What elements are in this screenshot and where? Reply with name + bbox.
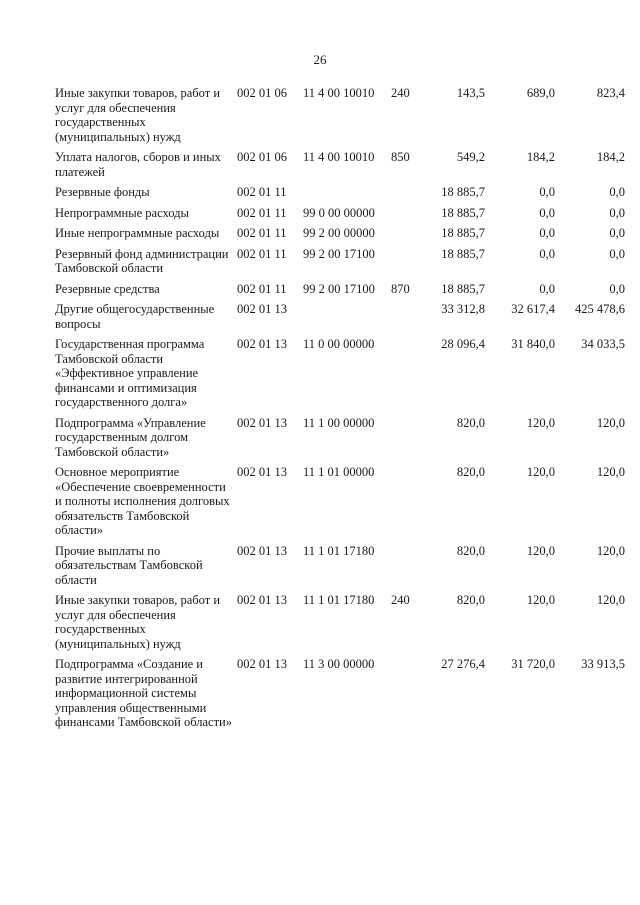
row-target-article: 11 3 00 00000 [303, 657, 375, 671]
row-amount-year2: 120,0 [526, 543, 555, 558]
table-row [55, 544, 625, 594]
row-amount-year1: 820,0 [456, 465, 485, 479]
row-expense-type [391, 226, 419, 247]
row-amount-year3: 33 913,5 [581, 657, 625, 671]
row-name: Государственная программа Тамбовской области «Эффективное управление финансами и оптимизация государственного долга» [55, 337, 205, 409]
row-amount-year3: 0,0 [609, 281, 625, 296]
row-amount-year3: 34 033,5 [581, 337, 625, 351]
row-amount-year2: 689,0 [526, 86, 555, 100]
row-expense-type [391, 544, 419, 594]
row-amount-year1: 33 312,8 [441, 302, 485, 316]
row-amount-year1: 27 276,4 [441, 657, 485, 671]
row-code: 002 01 13 [237, 465, 287, 479]
row-amount-year1: 18 885,7 [441, 185, 485, 199]
row-expense-type [391, 302, 419, 337]
table-row [55, 86, 625, 150]
row-amount-year2: 0,0 [539, 205, 555, 220]
row-target-article: 99 0 00 00000 [303, 205, 375, 220]
row-expense-type [391, 337, 419, 416]
row-amount-year1: 549,2 [456, 150, 485, 164]
row-target-article: 11 4 00 10010 [303, 150, 375, 164]
row-expense-type [391, 206, 419, 227]
row-name: Иные закупки товаров, работ и услуг для обеспечения государственных (муниципальных) нужд [55, 86, 221, 144]
row-target-article: 99 2 00 00000 [303, 226, 375, 240]
row-expense-type [391, 657, 419, 736]
row-amount-year2: 120,0 [526, 465, 555, 479]
row-target-article: 11 0 00 00000 [303, 337, 375, 351]
row-amount-year1: 28 096,4 [441, 337, 485, 351]
row-code: 002 01 11 [237, 185, 287, 199]
table-row [55, 247, 625, 282]
row-code: 002 01 11 [237, 205, 287, 220]
row-name: Иные непрограммные расходы [55, 226, 220, 240]
table-row [55, 150, 625, 185]
table-row [55, 282, 625, 303]
row-expense-type: 850 [391, 150, 410, 164]
row-amount-year2: 0,0 [539, 226, 555, 240]
row-amount-year2: 32 617,4 [511, 302, 555, 316]
row-amount-year3: 120,0 [596, 543, 625, 558]
row-amount-year2: 120,0 [526, 593, 555, 607]
row-name: Резервные средства [55, 281, 160, 296]
table-row [55, 337, 625, 416]
row-target-article [303, 185, 391, 206]
row-name: Подпрограмма «Управление государственным долгом Тамбовской области» [55, 415, 206, 459]
table-row [55, 206, 625, 227]
table-row [55, 226, 625, 247]
row-amount-year1: 820,0 [456, 543, 485, 558]
row-expense-type: 870 [391, 281, 410, 296]
row-amount-year2: 31 840,0 [511, 337, 555, 351]
row-amount-year2: 120,0 [526, 415, 555, 430]
row-amount-year1: 18 885,7 [441, 205, 485, 220]
row-target-article: 11 1 00 00000 [303, 415, 375, 430]
row-code: 002 01 11 [237, 226, 287, 240]
row-target-article: 11 1 01 17180 [303, 543, 375, 558]
row-amount-year2: 31 720,0 [511, 657, 555, 671]
row-code: 002 01 06 [237, 150, 287, 164]
row-target-article: 11 1 01 17180 [303, 593, 375, 607]
row-code: 002 01 11 [237, 281, 287, 296]
row-code: 002 01 13 [237, 657, 287, 671]
row-amount-year1: 18 885,7 [441, 226, 485, 240]
row-code: 002 01 13 [237, 543, 287, 558]
row-name: Резервные фонды [55, 185, 150, 199]
row-target-article: 99 2 00 17100 [303, 281, 375, 296]
row-name: Непрограммные расходы [55, 205, 189, 220]
row-name: Резервный фонд администрации Тамбовской области [55, 246, 229, 275]
row-name: Подпрограмма «Создание и развитие интегрированной информационной системы управления общественными финансами Тамбовской области» [55, 657, 232, 729]
row-target-article [303, 302, 391, 337]
table-row [55, 657, 625, 736]
row-amount-year1: 18 885,7 [441, 246, 485, 261]
row-amount-year2: 0,0 [539, 246, 555, 261]
row-amount-year3: 0,0 [609, 226, 625, 240]
table-row [55, 465, 625, 544]
row-amount-year1: 820,0 [456, 593, 485, 607]
row-code: 002 01 13 [237, 415, 287, 430]
row-amount-year1: 143,5 [456, 86, 485, 100]
row-amount-year3: 120,0 [596, 415, 625, 430]
budget-table [55, 86, 625, 736]
row-amount-year3: 0,0 [609, 246, 625, 261]
row-expense-type [391, 247, 419, 282]
row-amount-year2: 0,0 [539, 185, 555, 199]
page-number: 26 [313, 52, 327, 67]
table-row [55, 593, 625, 657]
row-expense-type [391, 416, 419, 466]
row-name: Другие общегосударственные вопросы [55, 302, 215, 331]
table-body [55, 86, 625, 736]
row-name: Основное мероприятие «Обеспечение своевременности и полноты исполнения долговых обязательств Тамбовской области» [55, 465, 230, 537]
table-row [55, 302, 625, 337]
row-amount-year2: 184,2 [526, 150, 555, 164]
row-code: 002 01 06 [237, 86, 287, 100]
row-amount-year3: 0,0 [609, 185, 625, 199]
row-code: 002 01 13 [237, 337, 287, 351]
row-expense-type [391, 465, 419, 544]
row-target-article: 11 4 00 10010 [303, 86, 375, 100]
row-amount-year3: 120,0 [596, 465, 625, 479]
row-amount-year3: 425 478,6 [575, 302, 625, 316]
row-expense-type: 240 [391, 593, 410, 607]
row-code: 002 01 11 [237, 246, 287, 261]
row-name: Иные закупки товаров, работ и услуг для обеспечения государственных (муниципальных) нужд [55, 593, 221, 651]
row-code: 002 01 13 [237, 302, 287, 316]
row-target-article: 11 1 01 00000 [303, 465, 375, 479]
row-amount-year3: 0,0 [609, 205, 625, 220]
row-name: Прочие выплаты по обязательствам Тамбовской области [55, 543, 203, 587]
row-target-article: 99 2 00 17100 [303, 246, 375, 261]
table-row [55, 416, 625, 466]
row-amount-year2: 0,0 [539, 281, 555, 296]
row-amount-year1: 18 885,7 [441, 281, 485, 296]
table-row [55, 185, 625, 206]
row-amount-year1: 820,0 [456, 415, 485, 430]
row-amount-year3: 823,4 [596, 86, 625, 100]
row-code: 002 01 13 [237, 593, 287, 607]
row-amount-year3: 184,2 [596, 150, 625, 164]
row-name: Уплата налогов, сборов и иных платежей [55, 150, 221, 179]
row-expense-type [391, 185, 419, 206]
row-expense-type: 240 [391, 86, 410, 100]
row-amount-year3: 120,0 [596, 593, 625, 607]
